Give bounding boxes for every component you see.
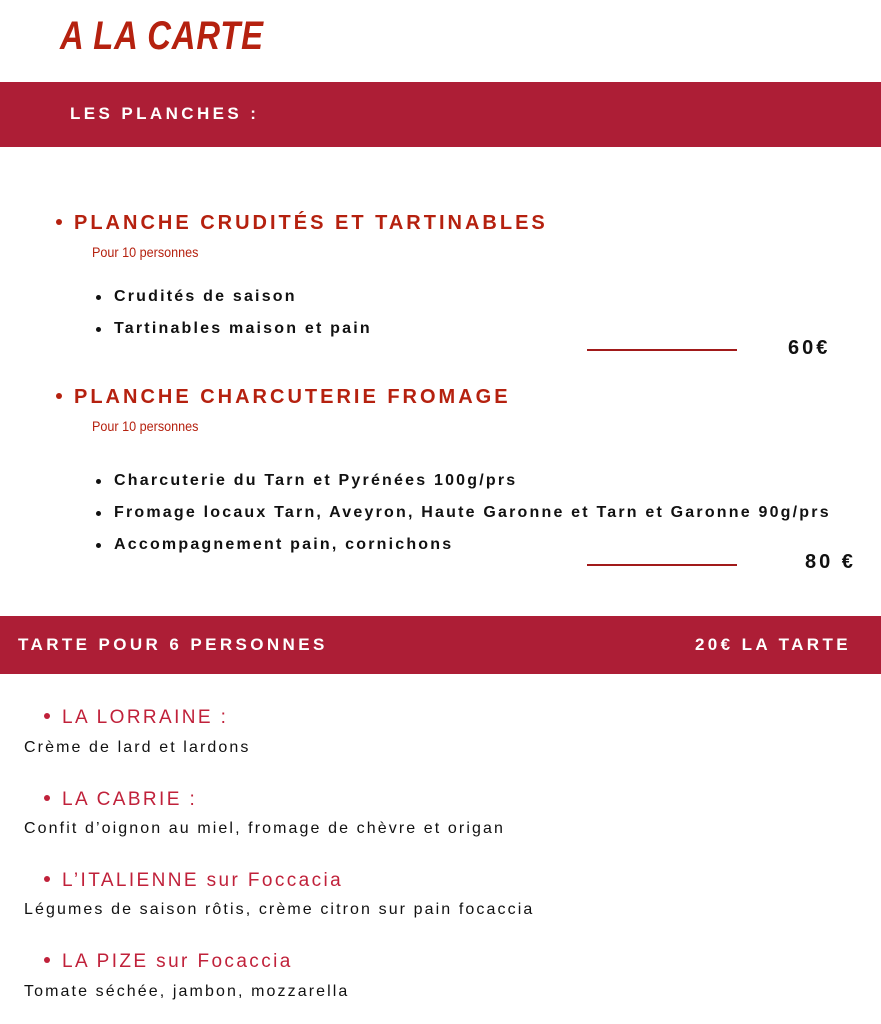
page-title: A LA CARTE (60, 14, 264, 58)
band-price: 20€ LA TARTE (694, 635, 851, 654)
tarte-name: LA CABRIE : (44, 789, 197, 811)
tarte-description: Confit d’oignon au miel, fromage de chèvre et origan (24, 820, 505, 837)
planche-price: 80 € (805, 551, 856, 573)
bullet-icon (44, 876, 50, 882)
tarte-description: Tomate séchée, jambon, mozzarella (24, 983, 350, 1000)
list-item: Accompagnement pain, cornichons (96, 529, 856, 561)
bullet-icon (44, 795, 50, 801)
tarte-name: LA LORRAINE : (44, 707, 228, 729)
tarte-description: Crème de lard et lardons (24, 739, 251, 756)
list-item: Charcuterie du Tarn et Pyrénées 100g/prs (96, 465, 856, 497)
list-item: Crudités de saison (96, 281, 856, 313)
price-divider (587, 349, 737, 351)
bullet-icon (44, 713, 50, 719)
planche-title: PLANCHE CHARCUTERIE FROMAGE (56, 386, 511, 409)
planche-subtitle: Pour 10 personnes (92, 418, 199, 434)
tarte-name: LA PIZE sur Focaccia (44, 951, 293, 973)
bullet-icon (56, 219, 62, 225)
list-item: Fromage locaux Tarn, Aveyron, Haute Garonne et Tarn et Garonne 90g/prs (96, 497, 856, 529)
planche-items (96, 281, 856, 345)
bullet-icon (44, 957, 50, 963)
tarte-name: L’ITALIENNE sur Foccacia (44, 870, 343, 892)
price-divider (587, 564, 737, 566)
bullet-icon (56, 393, 62, 399)
band-label: TARTE POUR 6 PERSONNES (18, 635, 328, 654)
planche-title: PLANCHE CRUDITÉS ET TARTINABLES (56, 212, 548, 235)
planche-subtitle: Pour 10 personnes (92, 244, 199, 260)
planche-items (96, 465, 856, 561)
section-band-planches (0, 82, 881, 147)
tarte-description: Légumes de saison rôtis, crème citron sur pain focaccia (24, 901, 535, 918)
band-label: LES PLANCHES : (70, 104, 260, 123)
planche-price: 60€ (788, 337, 831, 359)
section-band-tarte (0, 616, 881, 674)
list-item: Tartinables maison et pain (96, 313, 856, 345)
